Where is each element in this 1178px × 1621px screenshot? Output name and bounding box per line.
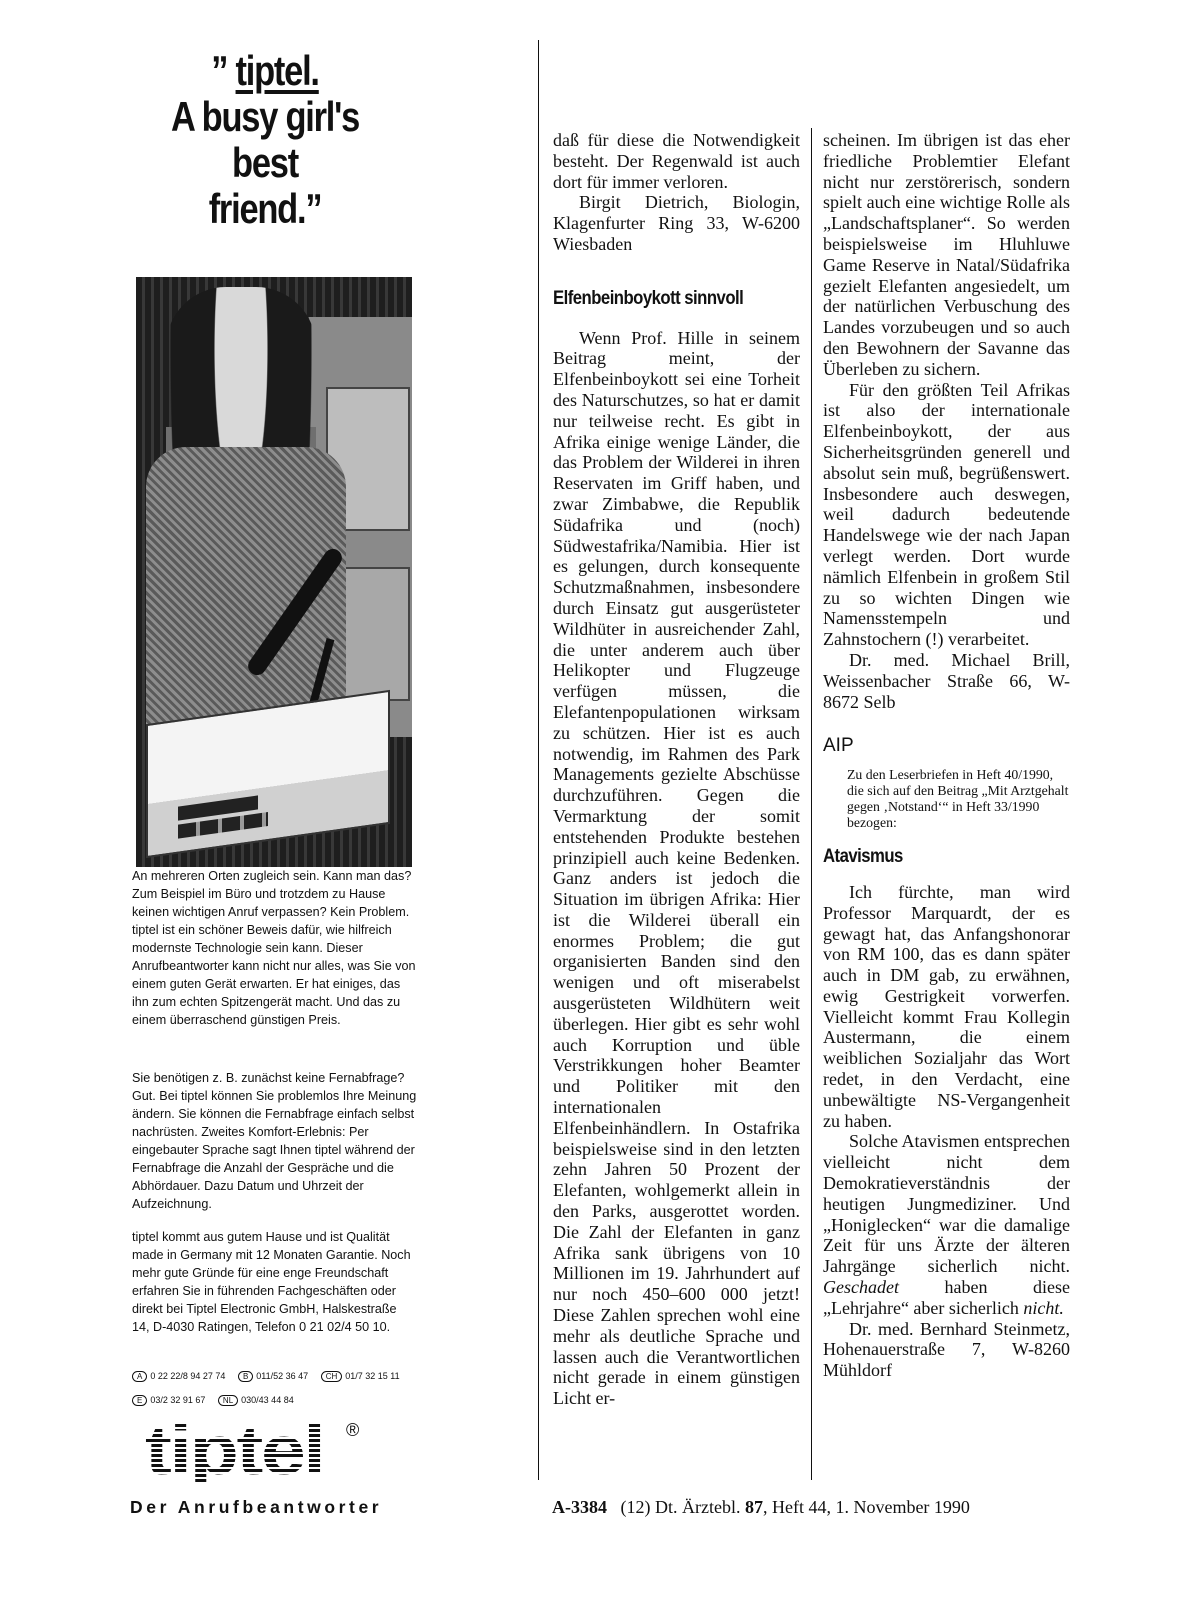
- contact-item: [132, 1395, 205, 1406]
- close-quote: ”: [305, 185, 322, 232]
- section-label-aip: AIP: [823, 735, 854, 757]
- country-badge: CH: [321, 1371, 343, 1382]
- article-column-2: [823, 130, 1070, 1381]
- column-rule-2: [811, 128, 812, 1480]
- country-badge: E: [132, 1395, 147, 1406]
- ad-photo: [136, 277, 412, 867]
- ad-paragraph-2-text: Sie benötigen z. B. zunächst keine Fernabfrage? Gut. Bei tiptel können Sie problemlos Ihre Meinung ändern. Sie können die Fernabfrage einfach selbst nachrüsten. Zweites Komfort-Erlebnis: Per eingebauter Sprache sagt Ihnen tiptel während der Fernabfrage die Anzahl der Gespräche und die Abhördauer. Dazu Datum und Uhrzeit der Aufzeichnung.: [132, 1071, 417, 1211]
- journal-name: (12) Dt. Ärztebl.: [620, 1497, 741, 1517]
- text-run: haben diese „Lehrjahre“ aber sicherlich: [823, 1277, 1070, 1318]
- contact-number: 01/7 32 15 11: [345, 1371, 400, 1381]
- letter-heading: Elfenbeinboykott sinnvoll: [553, 287, 744, 309]
- article-column-1: [553, 130, 800, 1409]
- editorial-note: Zu den Leserbriefen in Heft 40/1990, die sich auf den Beitrag „Mit Arztgehalt gegen ‚Notstand‘“ in Heft 33/1990 bezogen:: [847, 767, 1069, 831]
- headline-brand: tiptel.: [235, 47, 319, 94]
- contact-row-2: [132, 1395, 432, 1406]
- contact-item: [321, 1371, 400, 1382]
- letter-signature: Dr. med. Bernhard Steinmetz, Hohenauerstraße 7, W-8260 Mühldorf: [823, 1318, 1070, 1381]
- emphasis-text: Geschadet: [823, 1277, 899, 1298]
- headline-line-brand: [154, 48, 375, 94]
- emphasis-text: nicht.: [1023, 1297, 1064, 1318]
- headline-line-4: [154, 186, 375, 232]
- contact-number: 0 22 22/8 94 27 74: [150, 1371, 226, 1381]
- ad-paragraph-3-text: tiptel kommt aus gutem Hause und ist Qualität made in Germany mit 12 Monaten Garantie. Noch mehr gute Gründe für eine enge Freundschaft erfahren Sie in führenden Fachgeschäften oder direkt bei Tiptel Electronic GmbH, Halskestraße 14, D-4030 Ratingen, Telefon 0 21 02/4 50 10.: [132, 1230, 411, 1334]
- letter-heading: Atavismus: [823, 846, 903, 868]
- country-badge: NL: [218, 1395, 238, 1406]
- text-run: Solche Atavismen entsprechen vielleicht nicht dem Demokratieverständnis der heutigen Jungmediziner. Und „Honiglecken“ war die damalige Zeit für uns Ärzte der älteren Jahrgänge sicherlich nicht.: [823, 1131, 1070, 1277]
- contact-row-1: [132, 1371, 432, 1382]
- column-rule-1: [538, 40, 539, 1480]
- headline-line-3: best: [232, 139, 298, 186]
- ad-paragraph-1-text: An mehreren Orten zugleich sein. Kann man das? Zum Beispiel im Büro und trotzdem zu Hause keinen wichtigen Anruf verpassen? Kein Problem. tiptel ist ein schöner Beweis dafür, wie hilfreich modernste Technologie sein kann. Dieser Anrufbeantworter kann nicht nur alles, was Sie von einem guten Gerät erwarten. Er hat einiges, das ihn zum echten Spitzengerät macht. Und das zu einem überraschend günstigen Preis.: [132, 869, 416, 1027]
- tiptel-logo: tiptel: [145, 1418, 410, 1482]
- letter-paragraph: [823, 1131, 1070, 1318]
- ad-paragraph-2: [132, 1069, 417, 1213]
- letter-continuation: daß für diese die Notwendigkeit besteht. Der Regenwald ist auch dort für immer verloren.: [553, 130, 800, 192]
- letter-signature: Birgit Dietrich, Biologin, Klagenfurter Ring 33, W-6200 Wiesbaden: [553, 192, 800, 254]
- headline-word-friend: friend.: [208, 185, 306, 232]
- ad-tagline: Der Anrufbeantworter: [130, 1497, 383, 1517]
- contact-item: [218, 1395, 294, 1406]
- page-number: A-3384: [552, 1497, 607, 1517]
- letter-paragraph: Für den größten Teil Afrikas ist also der internationale Elfenbeinboykott, der aus Sicherheitsgründen generell und absolut sein muß, begrüßenswert. Insbesondere auch deswegen, weil dadurch bedeutende Handelswege wie der nach Japan verlegt werden. Dort wurde nämlich Elfenbein in großem Stil zu so wichten Dingen wie Namensstempeln und Zahnstochern (!) verarbeitet.: [823, 379, 1070, 650]
- headline-line-2: A busy girl's: [170, 93, 360, 140]
- ad-paragraph-3: [132, 1228, 417, 1336]
- ad-paragraph-1: [132, 867, 417, 1029]
- letter-signature: Dr. med. Michael Brill, Weissenbacher Straße 66, W-8672 Selb: [823, 649, 1070, 712]
- letter-continuation: scheinen. Im übrigen ist das eher friedliche Problemtier Elefant nicht nur zerstörerisch, sondern spielt auch eine wichtige Rolle als „Landschaftsplaner“. So werden beispielsweise im Hluhluwe Game Reserve in Natal/Südafrika gezielt Elefanten angesiedelt, um der natürlichen Verbuschung des Landes vorzubeugen und so auch den Bewohnern der Savanne das Überleben zu sichern.: [823, 130, 1070, 379]
- letter-body: Wenn Prof. Hille in seinem Beitrag meint, der Elfenbeinboykott sei eine Torheit des Naturschutzes, so hat er damit nur teilweise recht. Es gibt in Afrika einige wenige Länder, die das Problem der Wilderei in ihren Reservaten im Griff haben, und zwar Zimbabwe, die Republik Südafrika und (noch) Südwestafrika/Namibia. Hier ist es gelungen, durch konsequente Schutzmaßnahmen, insbesondere durch Einsatz gut ausgerüsteter Wildhüter in ausreichender Zahl, die unter anderem auch über Helikopter und Flugzeuge verfügen müssen, die Elefantenpopulationen wirksam zu schützen. Hier ist es auch notwendig, im Rahmen des Park Managements gezielte Abschüsse durchzuführen. Gegen die Vermarktung der somit entstehenden Produkte bestehen prinzipiell auch keine Bedenken. Ganz anders ist jedoch die Situation im übrigen Afrika: Hier ist die Wilderei überall ein enormes Problem; die gut organisierten Banden sind den wenigen und oft miserabelst ausgerüsteten Wildhütern weit überlegen. Hier gibt es sehr wohl auch Korruption und üble Verstrikkungen hoher Beamter und Politiker mit den internationalen Elfenbeinhändlern. In Ostafrika beispielsweise sind in den letzten zehn Jahren 50 Prozent der Elefanten, wohlgemerkt allein in den Parks, ausgerottet worden. Die Zahl der Elefanten in ganz Afrika sank übrigens von 10 Millionen im 19. Jahrhundert auf nur noch 450–600 000 jetzt! Diese Zahlen sprechen wohl eine mehr als deutliche Sprache und lassen auch die Verantwortlichen nicht gerade in einem günstigen Licht er-: [553, 327, 800, 1409]
- registered-mark: ®: [346, 1420, 360, 1440]
- contact-number: 030/43 44 84: [241, 1395, 294, 1405]
- contact-item: [132, 1371, 225, 1382]
- letter-paragraph: Ich fürchte, man wird Professor Marquardt, der es gewagt hat, das Anfangshonorar von RM 100, das es dann später auch in DM gab, zu erwähnen, ewig Gestrigkeit vorwerfen. Vielleicht kommt Frau Kollegin Austermann, die einem weiblichen Sozialjahr das Wort redet, in den Verdacht, eine unbewältigte NS-Vergangenheit zu haben.: [823, 881, 1070, 1131]
- ad-headline: [130, 48, 400, 232]
- issue-info: , Heft 44, 1. November 1990: [762, 1497, 970, 1517]
- country-badge: A: [132, 1371, 147, 1382]
- contact-number: 03/2 32 91 67: [150, 1395, 206, 1405]
- volume-number: 87: [744, 1497, 763, 1517]
- open-quote: ”: [211, 47, 228, 94]
- contact-item: [238, 1371, 308, 1382]
- page-footer: [552, 1497, 970, 1518]
- contact-number: 011/52 36 47: [256, 1371, 309, 1381]
- country-badge: B: [238, 1371, 253, 1382]
